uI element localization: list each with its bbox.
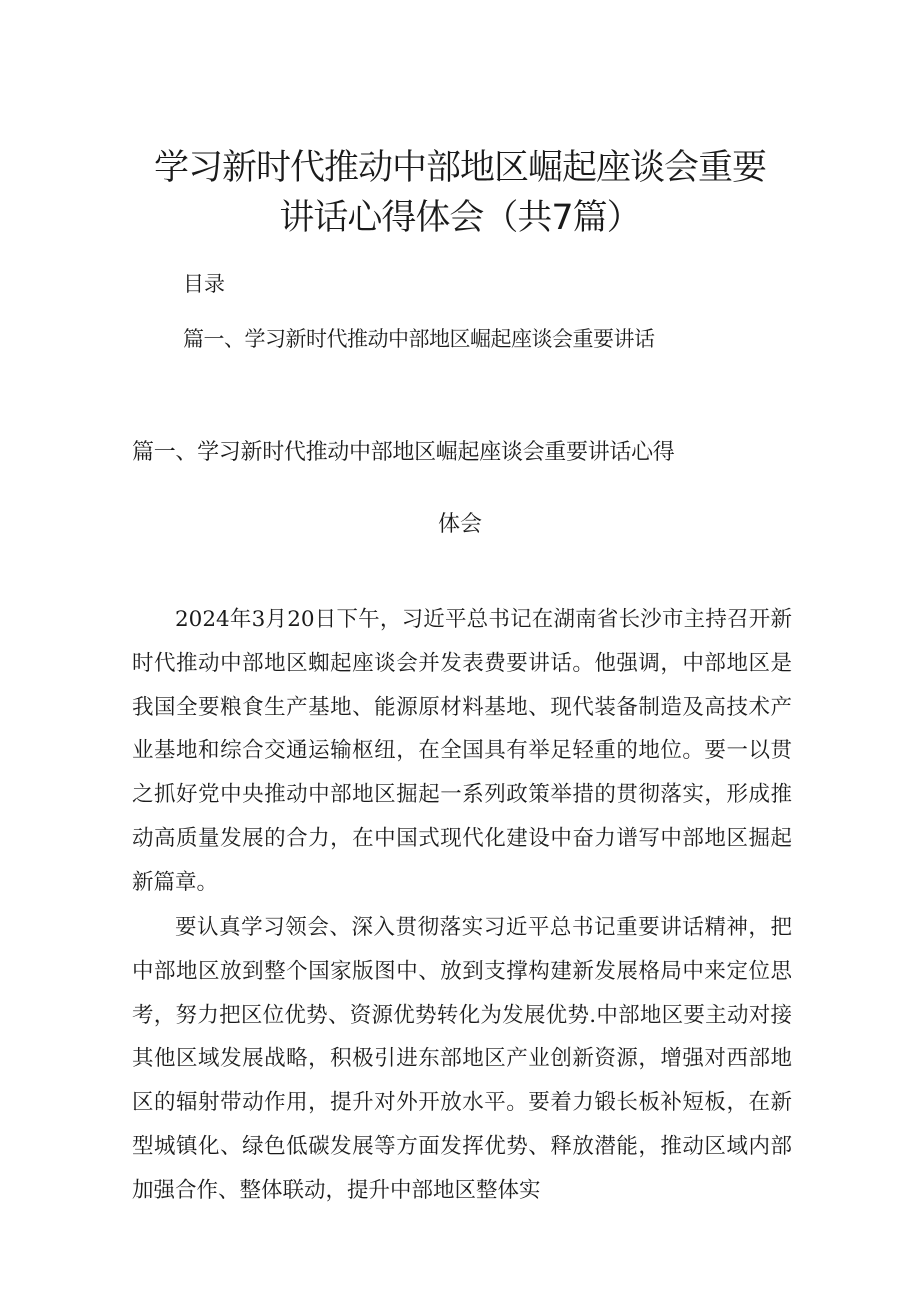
body-paragraph: 要认真学习领会、深入贯彻落实习近平总书记重要讲话精神，把中部地区放到整个国家版图中、放到支撑构建新发展格局中来定位思考，努力把区位优势、资源优势转化为发展优势.中部地区要主动对接其他区域发展战略，积极引进东部地区产业创新资源，增强对西部地区的辐射带动作用，提升对外开放水平。要着力锻长板补短板，在新型城镇化、绿色低碳发展等方面发挥优势、释放潜能，推动区域内部加强合作、整体联动，提升中部地区整体实 <box>132 915 792 1203</box>
document-title-line-1: 学习新时代推动中部地区崛起座谈会重要 <box>153 148 766 188</box>
toc-item[interactable]: 篇一、学习新时代推动中部地区崛起座谈会重要讲话 <box>183 327 655 351</box>
body-paragraph: 2024年3月20日下午，习近平总书记在湖南省长沙市主持召开新时代推动中部地区蜘起座谈会并发表费要讲话。他强调，中部地区是我国全要粮食生产基地、能源原材料基地、现代装备制造及高技术产业基地和综合交通运输枢纽，在全国具有举足轻重的地位。要一以贯之抓好党中央推动中部地区掘起一系列政策举措的贯彻落实，形成推动高质量发展的合力，在中国式现代化建设中奋力谱写中部地区掘起新篇章。 <box>132 607 792 895</box>
section-title-line-1: 篇一、学习新时代推动中部地区崛起座谈会重要讲话心得 <box>132 440 675 465</box>
toc-label: 目录 <box>183 272 225 296</box>
section-title-line-2: 体会 <box>437 512 482 537</box>
document-title-line-2: 讲话心得体会（共7篇） <box>279 198 641 238</box>
